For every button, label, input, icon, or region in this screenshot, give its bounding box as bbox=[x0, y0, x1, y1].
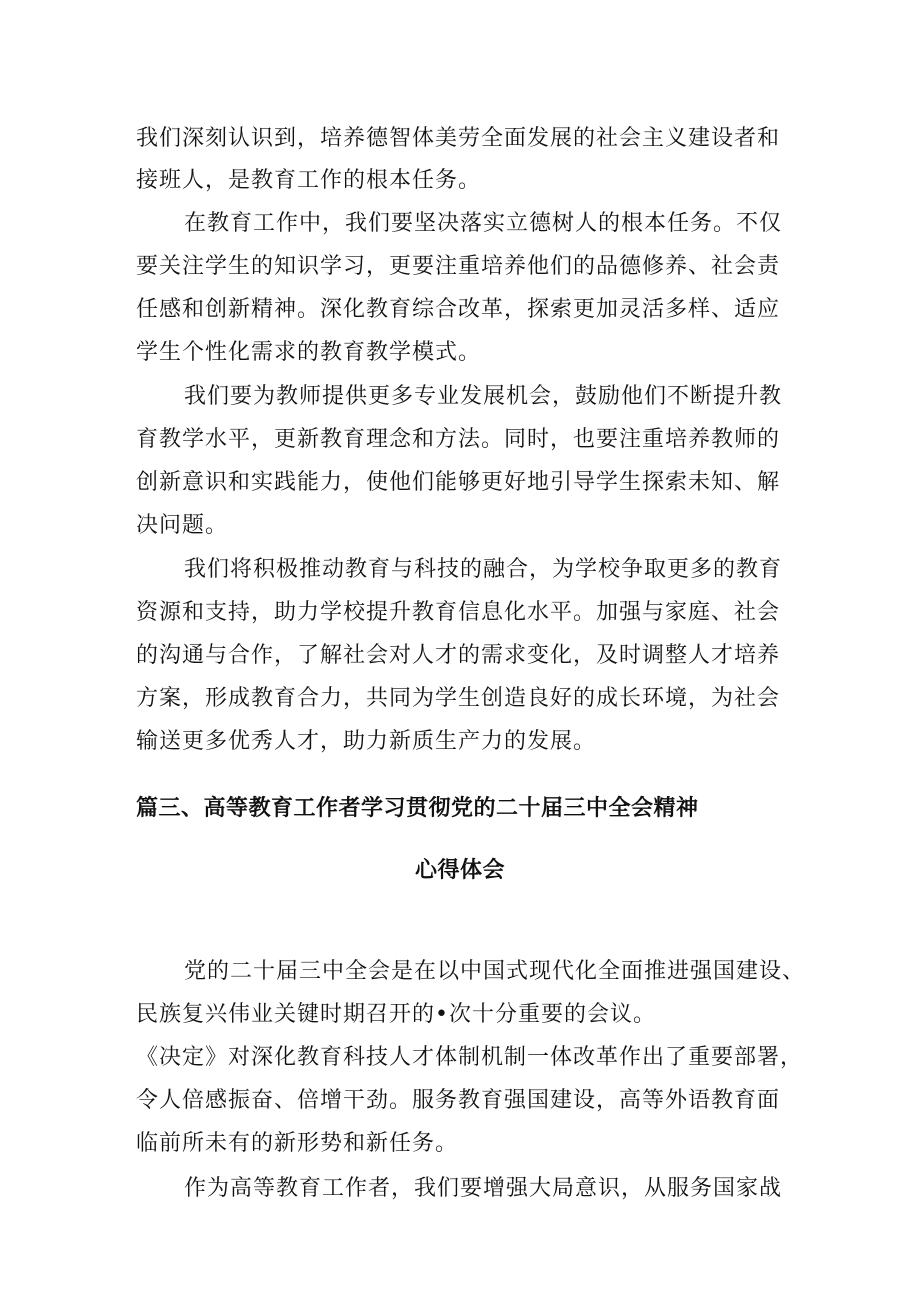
text-line: 作为高等教育工作者，我们要增强大局意识，从服务国家战 bbox=[184, 1176, 783, 1201]
text-line: 资源和支持，助力学校提升教育信息化水平。加强与家庭、社会 bbox=[136, 600, 781, 625]
text-line: 输送更多优秀人才，助力新质生产力的发展。 bbox=[136, 729, 597, 754]
text-line: 创新意识和实践能力，使他们能够更好地引导学生探索未知、解 bbox=[136, 470, 781, 495]
text-line: 要关注学生的知识学习，更要注重培养他们的品德修养、社会责 bbox=[136, 254, 781, 279]
text-line: 临前所未有的新形势和新任务。 bbox=[136, 1131, 459, 1156]
text-line: 方案，形成教育合力，共同为学生创造良好的成长环境，为社会 bbox=[136, 686, 781, 711]
text-line: 的沟通与合作，了解社会对人才的需求变化，及时调整人才培养 bbox=[136, 643, 781, 668]
text-line: 我们要为教师提供更多专业发展机会，鼓励他们不断提升教 bbox=[184, 384, 783, 409]
text-line: 接班人，是教育工作的根本任务。 bbox=[136, 168, 482, 193]
text-line: 《决定》对深化教育科技人才体制机制一体改革作出了重要部署， bbox=[136, 1045, 804, 1070]
text-line: 我们深刻认识到，培养德智体美劳全面发展的社会主义建设者和 bbox=[136, 126, 781, 151]
section-heading: 篇三、高等教育工作者学习贯彻党的二十届三中全会精神 bbox=[136, 796, 699, 821]
text-line: 令人倍感振奋、倍增干劲。服务教育强国建设，高等外语教育面 bbox=[136, 1088, 781, 1113]
text-line: 育教学水平，更新教育理念和方法。同时，也要注重培养教师的 bbox=[136, 427, 781, 452]
text-line: 党的二十届三中全会是在以中国式现代化全面推进强国建设、 bbox=[184, 959, 806, 984]
text-line: 民族复兴伟业关键时期召开的•次十分重要的会议。 bbox=[136, 1002, 656, 1027]
text-line: 在教育工作中，我们要坚决落实立德树人的根本任务。不仅 bbox=[184, 211, 783, 236]
text-line: 我们将积极推动教育与科技的融合，为学校争取更多的教育 bbox=[184, 557, 783, 582]
text-line: 任感和创新精神。深化教育综合改革，探索更加灵活多样、适应 bbox=[136, 297, 781, 322]
text-line: 学生个性化需求的教育教学模式。 bbox=[136, 340, 482, 365]
text-line: 决问题。 bbox=[136, 513, 229, 538]
section-subheading: 心得体会 bbox=[414, 858, 505, 883]
